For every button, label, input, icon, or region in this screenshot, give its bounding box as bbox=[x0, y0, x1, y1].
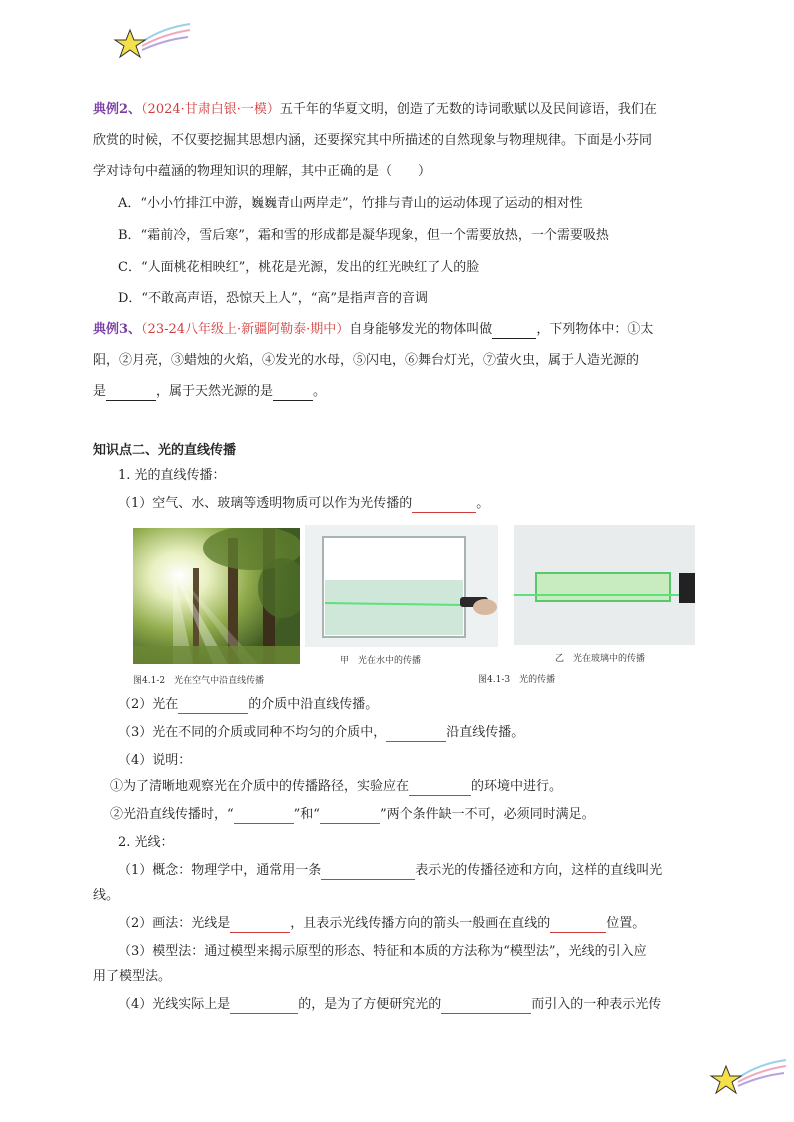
subsection-1: 1. 光的直线传播： bbox=[118, 468, 226, 483]
section-heading: 知识点二、光的直线传播 bbox=[93, 443, 237, 458]
option-c: C．“人面桃花相映红”，桃花是光源，发出的红光映红了人的脸 bbox=[118, 260, 480, 275]
answer-blank bbox=[409, 781, 471, 796]
point-2-end: 的介质中沿直线传播。 bbox=[248, 697, 379, 712]
point-1-end: 。 bbox=[476, 496, 490, 511]
point-3-text: （3）光在不同的介质或同种不均匀的介质中， bbox=[118, 725, 387, 740]
line-concept bbox=[118, 862, 662, 880]
glass-block-photo bbox=[514, 525, 695, 645]
option-b: B．“霜前冷，雪后寒”，霜和雪的形成都是凝华现象，但一个需要放热，一个需要吸热 bbox=[118, 228, 609, 243]
example2-label: 典例2、 bbox=[93, 102, 142, 117]
shooting-star-icon-top bbox=[112, 20, 192, 60]
example3-text1b: ，下列物体中：①太 bbox=[536, 322, 654, 337]
example2-line3: 学对诗句中蕴涵的物理知识的理解，其中正确的是（ ） bbox=[93, 164, 432, 179]
drawing-text-a: （2）画法：光线是 bbox=[118, 916, 231, 931]
caption-left: 图4.1-2 光在空气中沿直线传播 bbox=[133, 676, 265, 686]
line-model-cont: 用了模型法。 bbox=[93, 969, 172, 984]
note-1-text: ①为了清晰地观察光在介质中的传播路径，实验应在 bbox=[110, 779, 410, 794]
point-3 bbox=[118, 724, 524, 742]
drawing-text-c: 位置。 bbox=[606, 916, 646, 931]
answer-blank bbox=[441, 999, 531, 1014]
note-1-end: 的环境中进行。 bbox=[471, 779, 563, 794]
line-actual bbox=[118, 996, 661, 1014]
point-4: （4）说明： bbox=[118, 753, 192, 768]
answer-blank bbox=[234, 809, 294, 824]
forest-light-photo bbox=[133, 528, 300, 664]
example3-text3c: 。 bbox=[313, 384, 327, 399]
note-2 bbox=[110, 806, 595, 824]
answer-blank bbox=[178, 699, 248, 714]
answer-blank bbox=[321, 865, 415, 880]
answer-blank bbox=[550, 918, 606, 933]
note-2-text-c: ”两个条件缺一不可，必须同时满足。 bbox=[379, 807, 595, 822]
point-2-text: （2）光在 bbox=[118, 697, 179, 712]
answer-blank bbox=[230, 999, 298, 1014]
caption-right: 图4.1-3 光的传播 bbox=[478, 675, 556, 685]
line-concept-cont: 线。 bbox=[93, 888, 120, 903]
point-3-end: 沿直线传播。 bbox=[446, 725, 525, 740]
example2-source: （2024·甘肃白银·一模） bbox=[141, 102, 280, 117]
example3-line3 bbox=[93, 383, 326, 401]
answer-blank bbox=[230, 918, 290, 933]
example3-text3a: 是 bbox=[93, 384, 107, 399]
example3-source: （23-24八年级上·新疆阿勒泰·期中） bbox=[141, 322, 350, 337]
example3-label: 典例3、 bbox=[93, 322, 142, 337]
note-1 bbox=[110, 778, 562, 796]
example2-line2: 欣赏的时候，不仅要挖掘其思想内涵，还要探究其中所描述的自然现象与物理规律。下面是小芬同 bbox=[93, 133, 653, 148]
answer-blank bbox=[273, 386, 313, 401]
option-a: A．“小小竹排江中游，巍巍青山两岸走”，竹排与青山的运动体现了运动的相对性 bbox=[118, 196, 583, 211]
shooting-star-icon-bottom bbox=[708, 1056, 788, 1096]
actual-text-a: （4）光线实际上是 bbox=[118, 997, 231, 1012]
example3-text1a: 自身能够发光的物体叫做 bbox=[349, 322, 493, 337]
example2-line1 bbox=[93, 101, 657, 119]
example3-line2: 阳，②月亮，③蜡烛的火焰，④发光的水母，⑤闪电，⑥舞台灯光，⑦萤火虫，属于人造光源的 bbox=[93, 353, 640, 368]
answer-blank bbox=[106, 386, 156, 401]
caption-jia: 甲 光在水中的传播 bbox=[340, 656, 422, 666]
subsection-2: 2. 光线： bbox=[118, 835, 174, 850]
actual-text-c: 而引入的一种表示光传 bbox=[531, 997, 662, 1012]
water-tank-photo bbox=[305, 525, 498, 647]
concept-text-b: 表示光的传播径迹和方向，这样的直线叫光 bbox=[415, 863, 663, 878]
example3-line1 bbox=[93, 321, 653, 339]
note-2-text-a: ②光沿直线传播时，“ bbox=[110, 807, 234, 822]
option-d: D．“不敢高声语，恐惊天上人”，“高”是指声音的音调 bbox=[118, 291, 429, 306]
drawing-text-b: ，且表示光线传播方向的箭头一般画在直线的 bbox=[290, 916, 551, 931]
example3-text3b: ，属于天然光源的是 bbox=[156, 384, 274, 399]
answer-blank bbox=[492, 324, 536, 339]
example2-text1: 五千年的华夏文明，创造了无数的诗词歌赋以及民间谚语，我们在 bbox=[279, 102, 657, 117]
point-1-text: （1）空气、水、玻璃等透明物质可以作为光传播的 bbox=[118, 496, 413, 511]
point-1 bbox=[118, 495, 489, 513]
answer-blank bbox=[412, 498, 476, 513]
answer-blank bbox=[320, 809, 380, 824]
note-2-text-b: ”和“ bbox=[293, 807, 320, 822]
line-drawing bbox=[118, 915, 645, 933]
line-model: （3）模型法：通过模型来揭示原型的形态、特征和本质的方法称为“模型法”，光线的引入应 bbox=[118, 944, 647, 959]
caption-yi: 乙 光在玻璃中的传播 bbox=[555, 654, 646, 664]
concept-text-a: （1）概念：物理学中，通常用一条 bbox=[118, 863, 322, 878]
point-2 bbox=[118, 696, 378, 714]
actual-text-b: 的，是为了方便研究光的 bbox=[298, 997, 442, 1012]
answer-blank bbox=[386, 727, 446, 742]
